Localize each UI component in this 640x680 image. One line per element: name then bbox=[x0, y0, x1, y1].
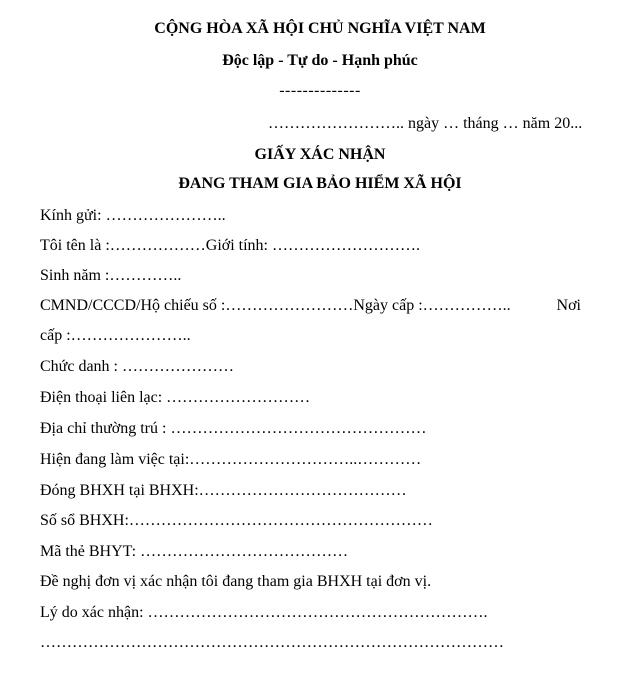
request-statement: Đề nghị đơn vị xác nhận tôi đang tham gia BHXH tại đơn vị. bbox=[40, 573, 432, 590]
phone-field: Điện thoại liên lạc: ……………………… bbox=[40, 389, 311, 406]
document-subtitle: ĐANG THAM GIA BẢO HIỂM XÃ HỘI bbox=[178, 175, 462, 192]
bhyt-card-field: Mã thẻ BHYT: ………………………………… bbox=[40, 543, 349, 560]
document-title: GIẤY XÁC NHẬN bbox=[254, 146, 386, 163]
workplace-field: Hiện đang làm việc tại:…………………………..………… bbox=[40, 451, 422, 468]
reason-continuation: …………………………………………………………………………… bbox=[40, 634, 504, 651]
position-field: Chức danh : ………………… bbox=[40, 358, 234, 375]
nation-heading: CỘNG HÒA XÃ HỘI CHỦ NGHĨA VIỆT NAM bbox=[154, 20, 486, 37]
name-gender-field: Tôi tên là :………………Giới tính: ………………………. bbox=[40, 237, 420, 254]
separator: -------------- bbox=[279, 82, 361, 99]
bhxh-office-field: Đóng BHXH tại BHXH:………………………………… bbox=[40, 482, 407, 499]
recipient-field: Kính gửi: ………………….. bbox=[40, 207, 226, 224]
address-field: Địa chỉ thường trú : ………………………………………… bbox=[40, 420, 427, 437]
issue-place-field: cấp :………………….. bbox=[40, 327, 191, 344]
reason-field: Lý do xác nhận: ………………………………………………………. bbox=[40, 604, 488, 621]
issue-place-label: Nơi bbox=[556, 297, 581, 314]
bhxh-book-field: Số sổ BHXH:………………………………………………… bbox=[40, 512, 433, 529]
id-document-field: CMND/CCCD/Hộ chiếu số :……………………Ngày cấp :…………….. bbox=[40, 297, 511, 314]
birth-year-field: Sinh năm :………….. bbox=[40, 267, 182, 284]
date-line: …………………….. ngày … tháng … năm 20... bbox=[268, 115, 583, 132]
id-document-row bbox=[40, 297, 581, 315]
motto: Độc lập - Tự do - Hạnh phúc bbox=[222, 52, 418, 69]
